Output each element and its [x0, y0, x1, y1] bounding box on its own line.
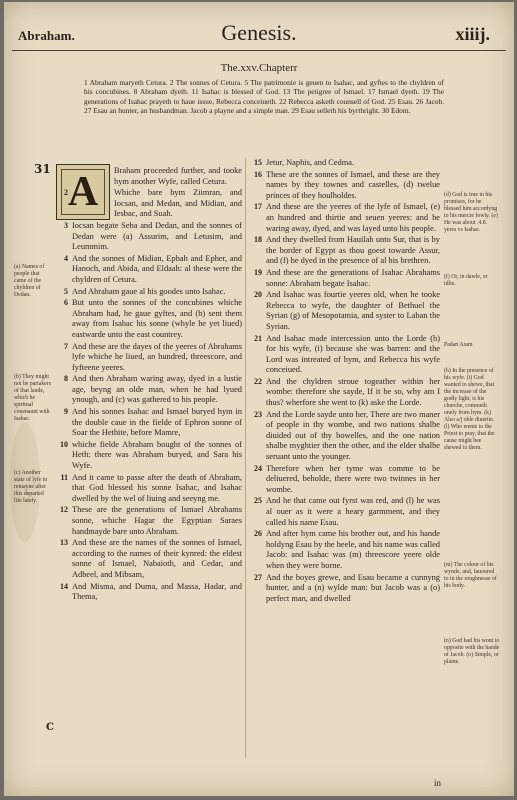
verse: [56, 374, 242, 406]
verse-text: And the boyes grewe, and Esau became a cunnyng hunter, and a (n) wylde man: but Jacob was a (o) perfect man, and dwelled: [266, 572, 440, 603]
verse-text: Therefore when her tyme was comme to be deliuered, beholde, there were two twinnes in her wombe.: [266, 463, 440, 494]
verse-text: And they dwelled from Hauilah unto Sur, that is by the border of Egypt as thou goest towarde Assur, and (f) he dyed in the presence of al his brethren.: [266, 235, 440, 266]
margin-note: (d) God is true in his promises, for he blessed him accordyng to his mercie fowly. (e) He was about .4.8. yeres vs Isahac.: [444, 192, 498, 233]
verse: [56, 473, 242, 505]
margin-note: (n) God had his wont to opposite with the hande of Jacob. (o) Simple, or plaine.: [444, 638, 500, 665]
verse: [250, 290, 440, 332]
verse-number: 9: [64, 407, 68, 417]
verse: [250, 334, 440, 376]
verse-text: And the sonnes of Midian, Ephah and Epher, and Hanoch, and Abida, and Eldaah: al these were the chyldren of Cetura.: [72, 253, 242, 284]
verse-number: 6: [64, 298, 68, 308]
margin-note: (c) Another state of lyfe to remayne after this departed life lately.: [14, 470, 48, 504]
verse-text: And Misma, and Duma, and Massa, Hadar, and Thema,: [72, 581, 242, 602]
verse-text: Jetur, Naphis, and Cedma.: [266, 158, 355, 167]
verse: [250, 170, 440, 202]
initial-letter: A: [67, 168, 99, 215]
verse: [250, 496, 440, 528]
chapter-heading: The.xxv.Chapterr: [220, 62, 298, 74]
verse: [56, 298, 242, 340]
book-page: [4, 2, 514, 796]
verse-number: 12: [60, 505, 68, 515]
verse-number: 13: [60, 538, 68, 548]
verse-number: 14: [60, 581, 68, 591]
verse: [250, 158, 440, 169]
text-column-right: [250, 158, 440, 605]
text-column-left: [56, 166, 242, 604]
verse-number: 10: [60, 439, 68, 449]
verse-text: And he that came out fyrst was red, and (l) he was al ouer as it were a heary garmment, and they called his name Esau.: [266, 496, 440, 527]
folio-number: xiiij.: [455, 24, 490, 44]
verse-text: And these are the generations of Isahac Abrahams sonne: Abraham begate Isahac.: [266, 267, 440, 288]
verse-number: 5: [64, 286, 68, 296]
verse-number: 18: [254, 235, 262, 245]
verse-text: And Isahac was fourtie yeeres old, when he tooke Rebecca to wyfe, the daughter of Bethuel the Syrian (g) of Mesopotamia, and syster to Laban the Syrian.: [266, 290, 440, 331]
verse: [56, 221, 242, 253]
verse: [250, 202, 440, 234]
column-divider: [245, 158, 246, 758]
verse-number: 24: [254, 463, 262, 473]
verse-text: And Isahac made intercession unto the Lorde (h) for his wyfe, (i) because she was barren: and the Lord was intreated of hym, and Rebecca his wyfe conceiued.: [266, 333, 440, 375]
verse-number: 23: [254, 409, 262, 419]
running-head-left: Abraham.: [18, 28, 75, 43]
verse: [250, 268, 440, 289]
verse-number: 7: [64, 341, 68, 351]
verse: [250, 529, 440, 571]
margin-note: (m) The colour of his wynde, and, fauoured to in the roughnesse of his body.: [444, 562, 497, 589]
running-head-title: Genesis.: [221, 20, 297, 45]
margin-note: (b) They might not be partakers of that lande, which he spiritual couenaunt with Isahac.: [14, 374, 52, 422]
verse-text: Braham proceeded further, and tooke hym another Wyfe, called Cetura.: [114, 166, 242, 186]
verse-text: And then Abraham waring away, dyed in a lustie age, beyng an olde man, when he had lyued ynough, and (c) was gathered to his people.: [72, 374, 242, 405]
verse: [56, 505, 242, 537]
verse-text: whiche fielde Abraham bought of the sonnes of Heth: there was Abraham buryed, and Sara his Wyfe.: [72, 439, 242, 471]
verse-text: And Abraham gaue al his goodes unto Isahac.: [72, 286, 226, 296]
verse-text: And these are the names of the sonnes of Ismael, according to the names of their kynred: the eldest sonne of Ismael, Nabaioth, and Cedar, and Adbeel, and Mibsam,: [72, 538, 242, 579]
verse: [250, 377, 440, 409]
signature-mark: C: [46, 722, 54, 733]
verse-text: Whiche bare hym Ziimran, and Iocsan, and Medan, and Midian, and Iesbac, and Suah.: [114, 188, 242, 219]
verse-text: And the chyldren stroue togeather within her wombe: therefore she sayde, If it be so, why am I thus? wherfore she went to (k) aske the Lorde.: [266, 376, 440, 408]
verse-text: These are the sonnes of Ismael, and these are they names by they townes and castelles, (d) twelue princes of they houlholdes.: [266, 169, 440, 200]
verse-text: And these are the yeeres of the lyfe of Ismael, (e) an hundred and thirtie and seuen yeeres: and he waring away, dyed, and was layed unto his people.: [266, 202, 440, 233]
catchword: in: [434, 778, 442, 788]
verse-text: Iocsan begate Seba and Dedan, and the sonnes of Dedan were (a) Assurim, and Letusim, and Leummim.: [72, 220, 242, 252]
verse-number: 25: [254, 496, 262, 506]
margin-note: Padan Aram: [444, 342, 473, 348]
verse-number: 17: [254, 202, 262, 212]
verse: [250, 410, 440, 463]
verse-number: 11: [60, 472, 68, 482]
verse: [56, 407, 242, 439]
verse-text: But unto the sonnes of the concubines whiche Abraham had, he gaue gyftes, and (b) sent them away from Isahac his sonne (whyle he yet liued) eastwarde unto the east countrey.: [72, 298, 242, 339]
verse: [56, 254, 242, 286]
header-rule: [12, 50, 506, 51]
margin-note: (h) In the presence of his wyfe. (i) God wanted to shewe, that the increase of the godly light, is his churche, commeth onely from hym. (k) Also a/j oble diuerite. (l) Who wente to the Priest to pray, that the cause might bee shewed to them.: [444, 368, 495, 451]
verse-number: 26: [254, 529, 262, 539]
verse-number: 2: [64, 188, 68, 198]
verse: [56, 342, 242, 374]
verse-number: 16: [254, 169, 262, 179]
verse: [56, 538, 242, 580]
verse-number: 21: [254, 333, 262, 343]
verse: [250, 235, 440, 267]
verse-text: These are the generations of Ismael Abrahams sonne, whiche Hagar the Egyptian Saraes handmayde bare unto Abraham.: [72, 505, 242, 536]
margin-note: (f) Or, in dawle, or idlie.: [444, 274, 488, 287]
margin-note: (a) Names of people that came of the chyldren of Dedan.: [14, 264, 45, 298]
verse-text: And the Lorde sayde unto her, There are two maner of people in thy wombe, and two nations shalbe diuided out of thy bowelles, and the one nation shalbe myghtier then the other, and the elder shalbe seruant unto the younger.: [266, 409, 440, 462]
verse-number: 20: [254, 290, 262, 300]
chapter-number: 31: [34, 162, 51, 176]
verse-text: And after hym came his brother out, and his hande holdyng Esau by the heele, and his name was called Jacob: and Isahac was (m) threescore yeere olde when they were borne.: [266, 529, 440, 570]
verse-number: 15: [254, 158, 262, 167]
verse: [250, 464, 440, 496]
verse: [250, 573, 440, 605]
verse-number: 27: [254, 572, 262, 582]
verse: [56, 287, 242, 298]
verse: [56, 440, 242, 472]
verse-number: 22: [254, 376, 262, 386]
verse-number: 19: [254, 267, 262, 277]
chapter-summary: 1 Abraham maryeth Cetura. 2 The sonnes of Cetura. 5 The patrimonie is geuen to Isahac, and gyftes to the chyldren of his concubines. 8 Abraham dyeth. 11 Isahac is blessed of God. 13 The petigree of Ismael. 17 Ismael dyeth. 19 The generations of Isahac prayeth to haue issue, Rebecca conceiueth. 22 Rebecca asketh counsell of God. 25 Esau. 26 Jacob. 27 Esau an hunter, an husbandman. Jacob a playne and a simple man. 29 Esau selleth his byrthright. 30 Edom.: [84, 78, 444, 115]
verse-number: 3: [64, 220, 68, 230]
verse-number: 8: [64, 374, 68, 384]
verse: [56, 582, 242, 603]
verse-text: And it came to passe after the death of Abraham, that God blessed his sonne Isahac, and Isahac dwelled by the wel of liuing and seeyng me.: [72, 472, 242, 503]
verse-text: And his sonnes Isahac and Ismael buryed hym in the double caue in the fielde of Ephron sonne of Soar the Hethite, before Mamre,: [72, 407, 242, 438]
verse-text: And these are the dayes of the yeeres of Abrahams lyfe whiche he liued, an hundred, threescore, and fyfteene yeeres.: [72, 341, 242, 372]
verse-number: 4: [64, 253, 68, 263]
